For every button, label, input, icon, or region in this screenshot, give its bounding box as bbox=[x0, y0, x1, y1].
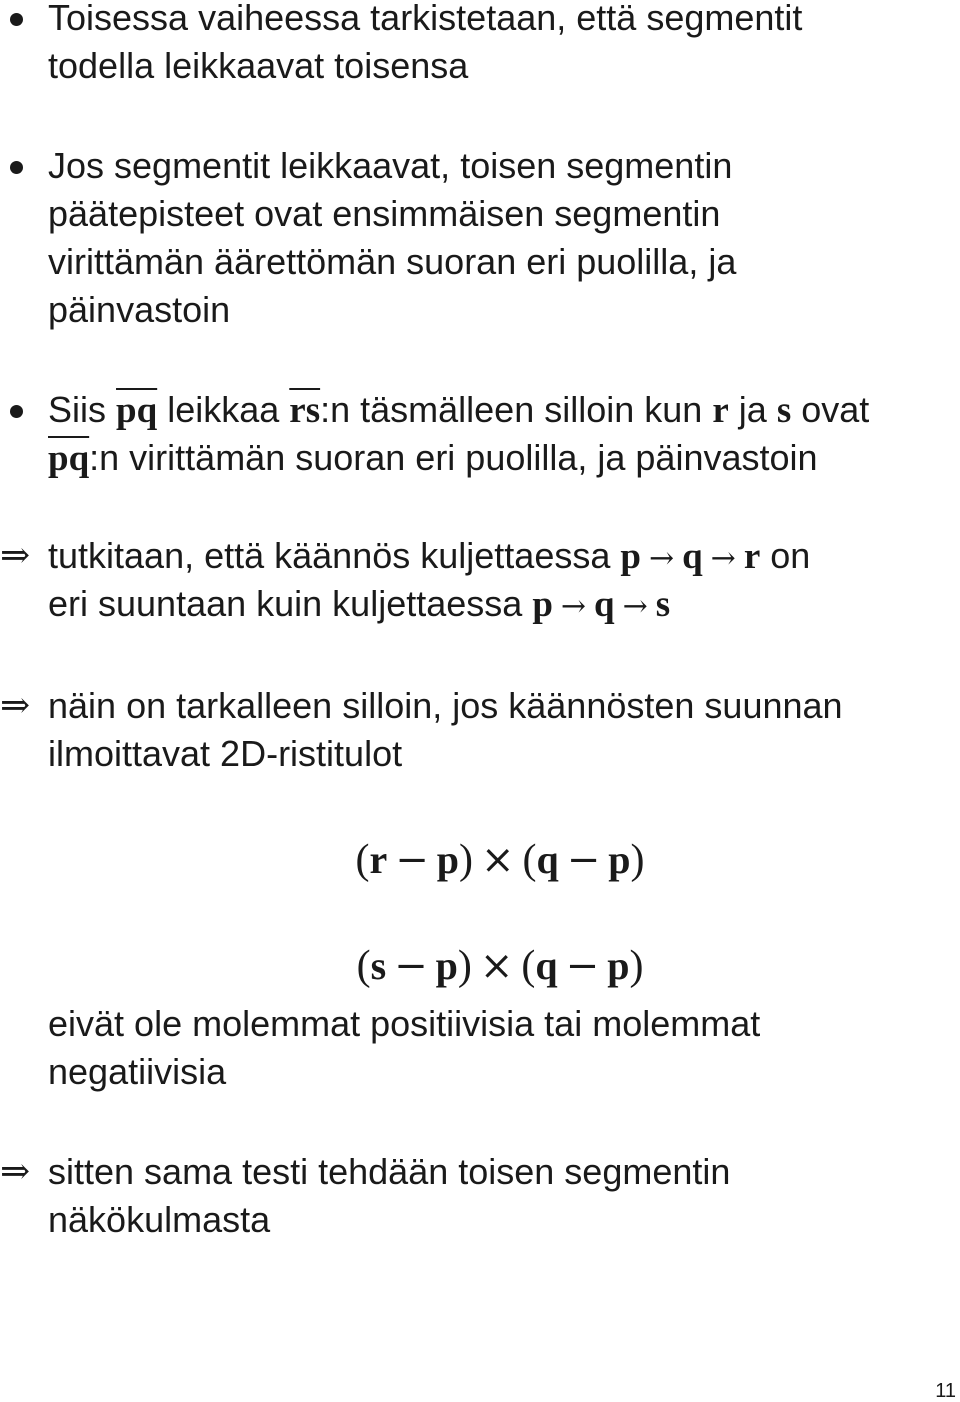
formula-2-d: p bbox=[607, 943, 630, 988]
text-tasmalleen: :n täsmälleen silloin kun bbox=[320, 389, 703, 430]
text-leikkaa: leikkaa bbox=[167, 389, 280, 430]
formula-2-a: s bbox=[370, 943, 387, 988]
right-arrow-icon: → bbox=[622, 589, 648, 624]
left-paren: ( bbox=[521, 943, 536, 989]
formula-1-c: q bbox=[536, 837, 559, 882]
cross-product-formula-1 bbox=[0, 834, 960, 886]
implies-arrow-icon: ⇒ bbox=[0, 1151, 31, 1192]
bullet-3-line-1 bbox=[48, 386, 950, 434]
times-sign: × bbox=[479, 943, 514, 989]
segment-rs: $\overline{rs}$ bbox=[289, 390, 321, 431]
formula-1-a: r bbox=[369, 837, 388, 882]
bullet-dot-icon bbox=[6, 0, 50, 42]
var-p: p bbox=[620, 536, 641, 577]
minus-sign: − bbox=[565, 943, 600, 989]
var-s: s bbox=[776, 390, 792, 431]
var-r: r bbox=[743, 536, 761, 577]
formula-1-b: p bbox=[436, 837, 459, 882]
var-q: q bbox=[682, 536, 703, 577]
bullet-1-line-2: todella leikkaavat toisensa bbox=[48, 45, 469, 86]
right-paren: ) bbox=[630, 837, 645, 883]
segment-pq: $\overline{pq}$ bbox=[116, 390, 158, 431]
right-paren: ) bbox=[457, 943, 472, 989]
text-ovat: ovat bbox=[801, 389, 870, 430]
left-paren: ( bbox=[355, 837, 370, 883]
implication-1-line-2 bbox=[48, 580, 950, 628]
right-paren: ) bbox=[459, 837, 473, 883]
implies-arrow-icon: ⇒ bbox=[0, 685, 31, 726]
cross-product-formula-2 bbox=[0, 940, 960, 992]
right-arrow-icon: → bbox=[710, 541, 736, 576]
minus-sign: − bbox=[394, 943, 428, 989]
bullet-2-line-3: virittämän äärettömän suoran eri puolilla, ja bbox=[48, 241, 737, 282]
implies-arrow-icon: ⇒ bbox=[0, 535, 31, 576]
left-paren: ( bbox=[522, 837, 537, 883]
bullet-3-line-2 bbox=[48, 434, 950, 482]
conclusion-line-2: negatiivisia bbox=[48, 1051, 227, 1092]
bullet-1-line-1: Toisessa vaiheessa tarkistetaan, että segmentit bbox=[48, 0, 803, 38]
right-arrow-icon: → bbox=[560, 589, 587, 624]
formula-2-b: p bbox=[435, 943, 458, 988]
implication-2-line-1: näin on tarkalleen silloin, jos käännösten suunnan bbox=[48, 685, 843, 726]
formula-1-d: p bbox=[608, 837, 631, 882]
text-tutkitaan: tutkitaan, että käännös kuljettaessa bbox=[48, 535, 611, 576]
var-s: s bbox=[655, 584, 671, 625]
text-on: on bbox=[770, 535, 811, 576]
text-eri-suuntaan: eri suuntaan kuin kuljettaessa bbox=[48, 583, 523, 624]
var-r: r bbox=[712, 390, 729, 431]
left-paren: ( bbox=[356, 943, 371, 989]
var-p: p bbox=[532, 584, 553, 625]
right-arrow-icon: → bbox=[648, 541, 675, 576]
times-sign: × bbox=[481, 837, 515, 883]
page-number: 11 bbox=[935, 1380, 956, 1402]
text-siis: Siis bbox=[48, 389, 107, 430]
implication-2-line-2: ilmoittavat 2D-ristitulot bbox=[48, 733, 403, 774]
bullet-2-line-1: Jos segmentit leikkaavat, toisen segmentin bbox=[48, 145, 733, 186]
implication-1-line-1 bbox=[48, 532, 950, 580]
segment-pq-2: $\overline{pq}$ bbox=[48, 438, 90, 479]
minus-sign: − bbox=[395, 837, 429, 883]
formula-2-c: q bbox=[535, 943, 558, 988]
bullet-dot-icon bbox=[6, 386, 50, 434]
text-virittaman: :n virittämän suoran eri puolilla, ja päinvastoin bbox=[89, 437, 818, 478]
bullet-2-line-2: päätepisteet ovat ensimmäisen segmentin bbox=[48, 193, 721, 234]
minus-sign: − bbox=[566, 837, 601, 883]
implication-3-line-2: näkökulmasta bbox=[48, 1199, 271, 1240]
bullet-dot-icon bbox=[6, 142, 50, 190]
right-paren: ) bbox=[629, 943, 644, 989]
implication-3-line-1: sitten sama testi tehdään toisen segmentin bbox=[48, 1151, 731, 1192]
bullet-2-line-4: päinvastoin bbox=[48, 289, 231, 330]
var-q: q bbox=[594, 584, 615, 625]
conclusion-line-1: eivät ole molemmat positiivisia tai molemmat bbox=[48, 1003, 761, 1044]
text-ja: ja bbox=[738, 389, 767, 430]
